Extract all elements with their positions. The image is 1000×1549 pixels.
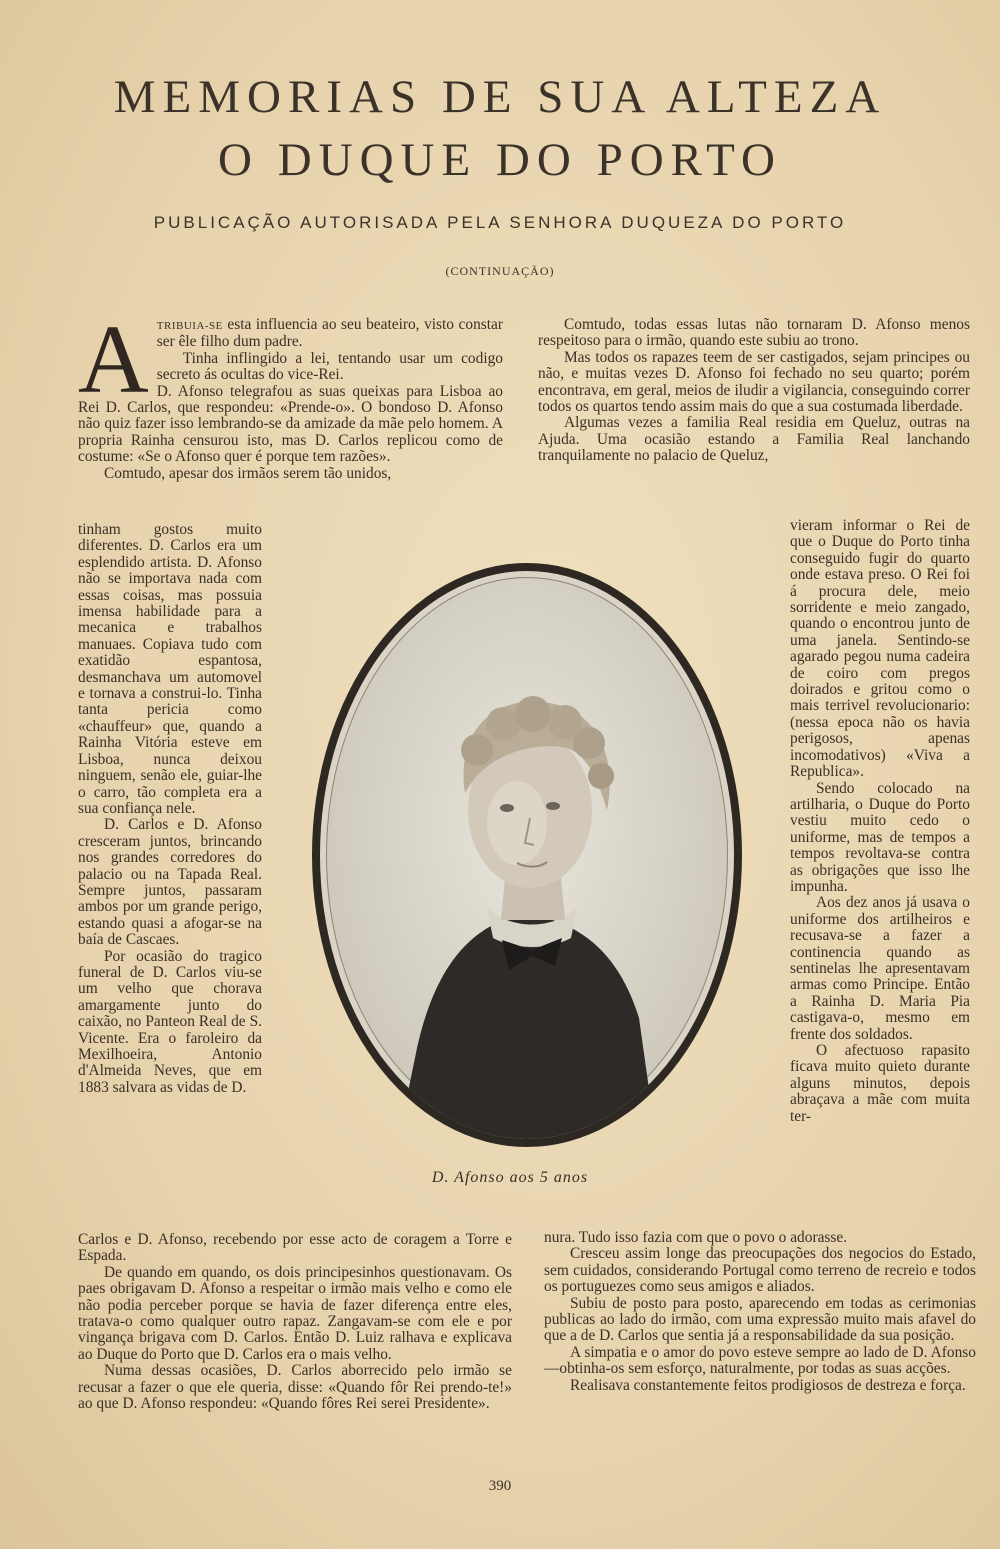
article-title-line1: MEMORIAS DE SUA ALTEZA — [113, 71, 887, 123]
left-column-top — [78, 306, 503, 482]
paragraph: Cresceu assim longe das preocupações dos negocios do Estado, sem cuidados, considerando Portugal como terreno de recreio e todos os portuguezes como seus amigos e aliados. — [544, 1245, 976, 1296]
page-number: 390 — [488, 1478, 512, 1494]
paragraph: Numa dessas ocasiões, D. Carlos aborrecido pelo irmão se recusar a fazer o que ele queria, disse: «Quando fôr Rei prendo-te!» ao que D. Afonso respondeu: «Quando fôres Rei serei Presidente». — [78, 1362, 512, 1413]
opening-smallcaps: TRIBUIA-SE — [156, 320, 223, 332]
drop-cap: A — [78, 306, 149, 414]
article-title-line2: O DUQUE DO PORTO — [218, 134, 782, 186]
left-column-bottom — [78, 1232, 512, 1412]
right-column-narrow — [790, 518, 970, 1125]
paragraph: Realisava constantemente feitos prodigiosos de destreza e força. — [570, 1376, 966, 1394]
paragraph: Comtudo, todas essas lutas não tornaram D. Afonso menos respeitoso para o irmão, quando este subiu ao trono. — [538, 316, 970, 350]
child-portrait-illustration — [327, 578, 741, 1146]
portrait-oval-frame — [312, 563, 742, 1147]
paragraph: Carlos e D. Afonso, recebendo por esse acto de coragem a Torre e Espada. — [78, 1231, 512, 1265]
article-subtitle: PUBLICAÇÃO AUTORISADA PELA SENHORA DUQUEZA DO PORTO — [153, 213, 847, 232]
paragraph: De quando em quando, os dois principesinhos questionavam. Os paes obrigavam D. Afonso a respeitar o irmão mais velho e como ele não podia perceber porque se havia de fazer diferença entre eles, tratava-o como qualquer outro rapaz. Zangavam-se com ele e por vingança brigava com D. Carlos. Então D. Luiz ralhava e explicava ao Duque do Porto que D. Carlos era o mais velho. — [78, 1263, 512, 1363]
portrait-photo — [326, 577, 728, 1133]
continuation-note: (CONTINUAÇÃO) — [445, 264, 555, 278]
paragraph: nura. Tudo isso fazia com que o povo o adorasse. — [544, 1229, 848, 1246]
paragraph: Aos dez anos já usava o uniforme dos artilheiros e recusava-se a fazer a continencia quando as sentinelas lhe apresentavam armas como Principe. Então a Rainha D. Maria Pia castigava-o, mesmo em frente dos soldados. — [790, 894, 970, 1043]
paragraph: Comtudo, apesar dos irmãos serem tão unidos, — [104, 464, 392, 482]
right-column-bottom — [544, 1230, 976, 1394]
paragraph: Mas todos os rapazes teem de ser castigados, sejam principes ou não, e muitas vezes D. Afonso foi fechado no seu quarto; porém encontrava, em geral, meios de iludir a vigilancia, conseguindo correr todos os quartos tendo assim mais do que a sua costumada liberdade. — [538, 348, 970, 416]
paragraph: Subiu de posto para posto, aparecendo em todas as cerimonias publicas ao lado do irmão, com uma expressão muito mais afavel do que a de D. Carlos que sentia já a responsabilidade da sua posição. — [544, 1294, 976, 1345]
right-column-top — [538, 317, 970, 465]
paragraph: O afectuoso rapasito ficava muito quieto durante alguns minutos, depois abraçava a mãe com muita ter- — [790, 1042, 970, 1125]
paragraph: Tinha inflingido a lei, tentando usar um codigo secreto ás ocultas do vice-Rei. — [156, 349, 503, 384]
paragraph: Algumas vezes a familia Real residia em Queluz, outras na Ajuda. Uma ocasião estando a Familia Real lanchando tranquilamente no palacio de Queluz, — [538, 414, 970, 465]
paragraph: tinham gostos muito diferentes. D. Carlos era um esplendido artista. D. Afonso não se importava nada com essas coisas, mas possuia imensa habilidade para a mecanica e trabalhos manuaes. Copiava tudo com exatidão espantosa, desmanchava um automovel e tornava a construi-lo. Tinha tanta pericia como «chauffeur» que, quando a Rainha Vitória esteve em Lisboa, nunca deixou ninguem, senão ele, guiar-lhe o carro, tão completa era a sua confiança nele. — [78, 521, 262, 817]
paragraph: A simpatia e o amor do povo esteve sempre ao lado de D. Afonso—obtinha-os sem esforço, naturalmente, por todas as suas acções. — [544, 1343, 976, 1378]
paragraph: D. Carlos e D. Afonso cresceram juntos, brincando nos grandes corredores do palacio ou na Tapada Real. Sempre juntos, passaram ambos por um grande perigo, estando quasi a afogar-se na baía de Cascaes. — [78, 816, 262, 949]
paragraph: D. Afonso telegrafou as suas queixas para Lisboa ao Rei D. Carlos, que respondeu: «Prende-o». O bondoso D. Afonso não quiz fazer isso lembrando-se da amizade da mãe pelo homem. A propria Rainha censurou isto, mas D. Carlos replicou como de costume: «Se o Afonso quer é porque tem razões». — [78, 382, 503, 466]
portrait-caption: D. Afonso aos 5 anos — [431, 1169, 589, 1186]
paragraph: Sendo colocado na artilharia, o Duque do Porto vestiu muito cedo o uniforme, mas de tempos a tempos revoltava-se contra as obrigações que isso lhe impunha. — [790, 779, 970, 895]
paragraph: Por ocasião do tragico funeral de D. Carlos viu-se um velho que chorava amargamente junto do caixão, no Panteon Real de S. Vicente. Era o faroleiro da Mexilhoeira, Antonio d'Almeida Neves, que em 1883 salvara as vidas de D. — [78, 947, 262, 1096]
left-column-narrow — [78, 522, 262, 1096]
paragraph-text: esta influencia ao seu beateiro, visto constar ser êle filho dum padre. — [156, 316, 503, 351]
paragraph: vieram informar o Rei de que o Duque do Porto tinha conseguido fugir do quarto onde estava preso. O Rei foi á procura dele, meio sorridente e meio zangado, quando o encontrou junto de uma janela. Sentindo-se agarado pegou numa cadeira de coiro com pregos doirados e gritou como o mais terrivel revolucionario: (nessa epoca não os havia perigosos, apenas incomodativos) «Viva a Republica». — [790, 517, 970, 781]
